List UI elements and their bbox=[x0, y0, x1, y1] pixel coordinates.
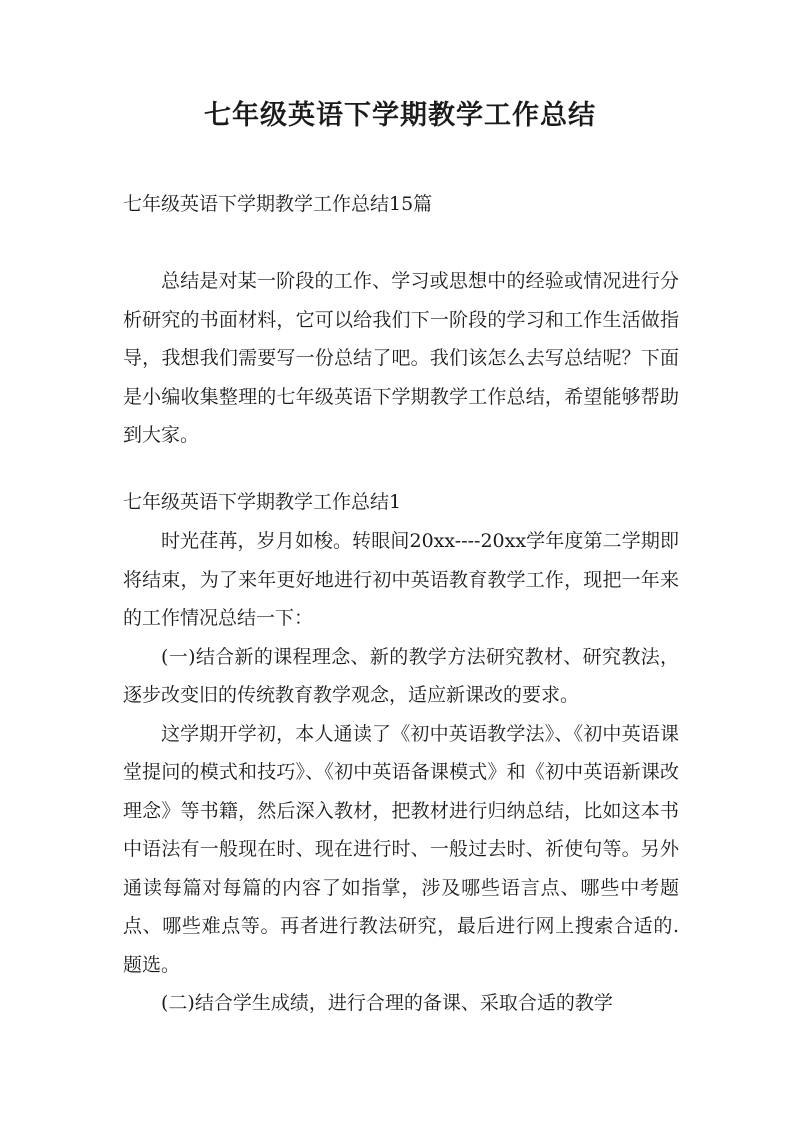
body-paragraph-2: (一)结合新的课程理念、新的教学方法研究教材、研究教法，逐步改变旧的传统教育教学观念，适应新课改的要求。 bbox=[123, 645, 679, 706]
body-paragraph-3: 这学期开学初，本人通读了《初中英语教学法》、《初中英语课堂提问的模式和技巧》、《初中英语备课模式》和《初中英语新课改理念》等书籍，然后深入教材，把教材进行归纳总结，比如这本书中语法有一般现在时、现在进行时、一般过去时、祈使句等。另外通读每篇对每篇的内容了如指掌，涉及哪些语言点、哪些中考题点、哪些难点等。再者进行教法研究，最后进行网上搜索合适的.题选。 bbox=[123, 722, 679, 976]
intro-paragraph: 总结是对某一阶段的工作、学习或思想中的经验或情况进行分析研究的书面材料，它可以给我们下一阶段的学习和工作生活做指导，我想我们需要写一份总结了吧。我们该怎么去写总结呢？下面是小编收集整理的七年级英语下学期教学工作总结，希望能够帮助到大家。 bbox=[123, 270, 679, 446]
body-paragraph-4: (二)结合学生成绩，进行合理的备课、采取合适的教学 bbox=[161, 992, 613, 1014]
document-subtitle: 七年级英语下学期教学工作总结15篇 bbox=[123, 193, 433, 215]
section-heading: 七年级英语下学期教学工作总结1 bbox=[123, 491, 402, 513]
section-body bbox=[123, 522, 679, 1023]
document-title: 七年级英语下学期教学工作总结 bbox=[204, 100, 596, 131]
body-paragraph-1: 时光荏苒，岁月如梭。转眼间20xx----20xx学年度第二学期即将结束，为了来年更好地进行初中英语教育教学工作，现把一年来的工作情况总结一下： bbox=[123, 530, 679, 629]
